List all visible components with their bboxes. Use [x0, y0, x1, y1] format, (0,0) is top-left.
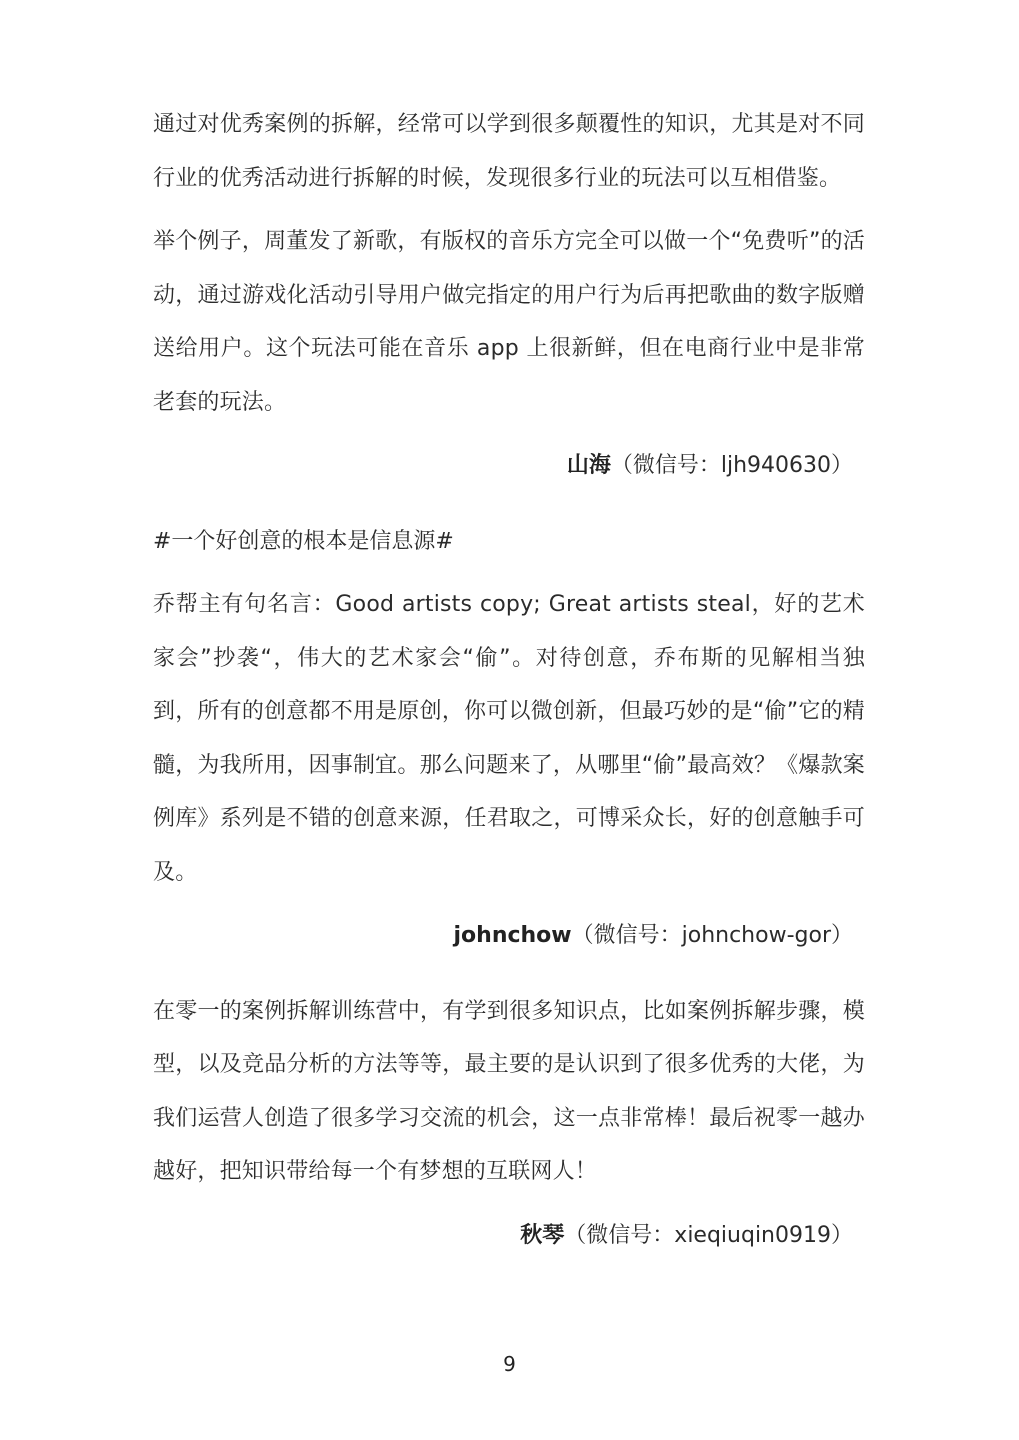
- spacer: [153, 963, 865, 985]
- signature-johnchow: [153, 909, 865, 963]
- signature-shanhai: [153, 439, 865, 493]
- wechat-id: （微信号：ljh940630）: [610, 453, 853, 478]
- spacer: [153, 205, 865, 215]
- hashtag-heading: #一个好创意的根本是信息源#: [153, 528, 454, 554]
- page-number: 9: [503, 1352, 516, 1376]
- wechat-id: （微信号：johnchow-gor）: [571, 923, 853, 948]
- author-name: 山海: [566, 453, 611, 478]
- author-name: 秋琴: [520, 1222, 565, 1248]
- paragraph-case-teardown: 通过对优秀案例的拆解，经常可以学到很多颠覆性的知识，尤其是对不同行业的优秀活动进行拆解的时候，发现很多行业的玩法可以互相借鉴。: [153, 112, 865, 191]
- spacer: [153, 899, 865, 909]
- signature-qiuqin: [153, 1209, 865, 1263]
- author-name: johnchow: [453, 923, 572, 948]
- spacer: [153, 568, 865, 578]
- spacer: [153, 493, 865, 515]
- paragraph-creativity: 乔帮主有句名言：Good artists copy; Great artists steal，好的艺术家会”抄袭“，伟大的艺术家会“偷”。对待创意，乔布斯的见解相当独到，所有的创意都不用是原创，你可以微创新，但最巧妙的是“偷”它的精髓，为我所用，因事制宜。那么问题来了，从哪里“偷”最高效？《爆款案例库》系列是不错的创意来源，任君取之，可博采众长，好的创意触手可及。: [153, 592, 865, 885]
- document-page: [153, 98, 865, 1262]
- spacer: [153, 1199, 865, 1209]
- paragraph-training-camp: 在零一的案例拆解训练营中，有学到很多知识点，比如案例拆解步骤，模型，以及竞品分析的方法等等，最主要的是认识到了很多优秀的大佬，为我们运营人创造了很多学习交流的机会，这一点非常棒！最后祝零一越办越好，把知识带给每一个有梦想的互联网人！: [153, 998, 865, 1184]
- wechat-id: （微信号：xieqiuqin0919）: [564, 1222, 853, 1248]
- spacer: [153, 429, 865, 439]
- paragraph-example: 举个例子，周董发了新歌，有版权的音乐方完全可以做一个“免费听”的活动，通过游戏化活动引导用户做完指定的用户行为后再把歌曲的数字版赠送给用户。这个玩法可能在音乐 app 上很新鲜，但在电商行业中是非常老套的玩法。: [153, 229, 865, 415]
